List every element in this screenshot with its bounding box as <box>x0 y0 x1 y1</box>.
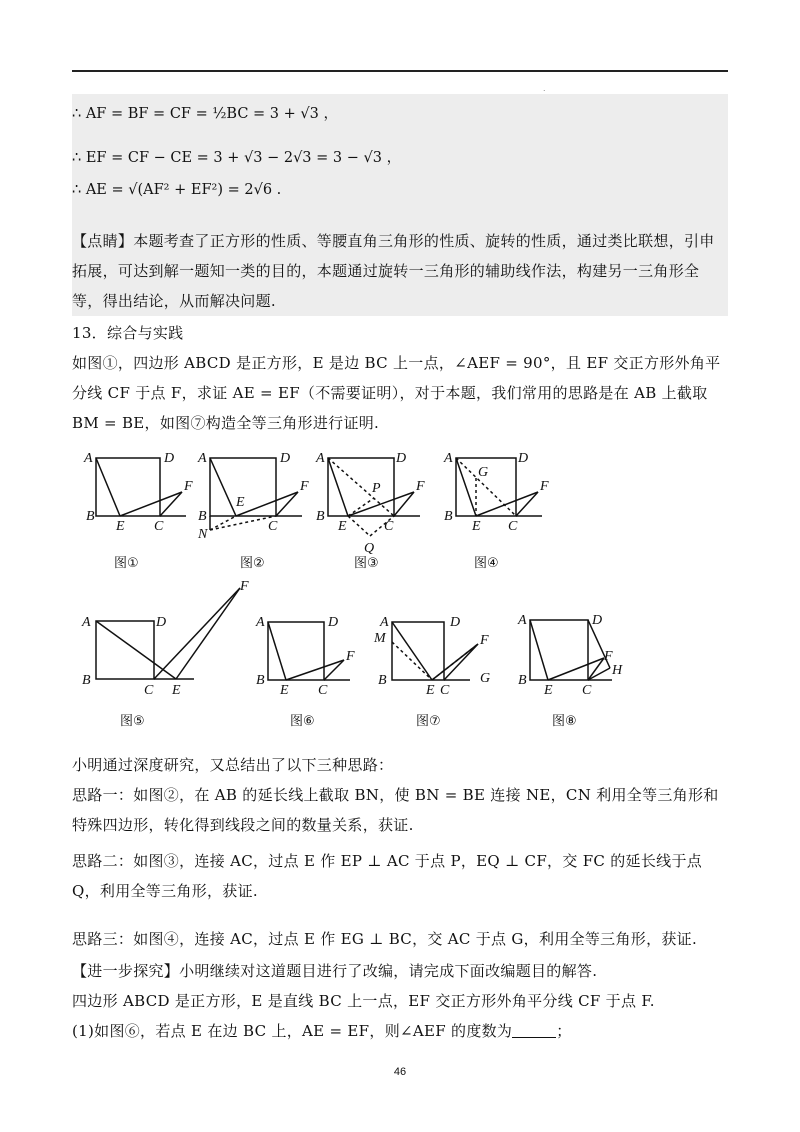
svg-text:E: E <box>426 683 435 698</box>
svg-text:A: A <box>256 615 265 630</box>
comment-paragraph: 【点睛】本题考查了正方形的性质、等腰直角三角形的性质、旋转的性质，通过类比联想，引申拓展，可达到解一题知一类的目的，本题通过旋转一三角形的辅助线作法，构建另一三角形全等，得出结论，从而解决问题. <box>72 232 715 310</box>
svg-text:G: G <box>480 671 491 686</box>
geometry-figures <box>0 440 800 750</box>
svg-text:E: E <box>280 683 289 698</box>
svg-text:A: A <box>82 615 91 630</box>
solution-line-3: ∴ AE = √(AF² + EF²) = 2√6 . <box>72 182 282 198</box>
figure-4-caption: 图④ <box>474 556 499 571</box>
svg-text:B: B <box>518 673 527 688</box>
svg-text:E: E <box>236 495 245 510</box>
svg-text:E: E <box>116 519 125 534</box>
svg-text:B: B <box>444 509 453 524</box>
svg-text:A: A <box>316 451 325 466</box>
figure-5-diagram <box>96 588 240 679</box>
svg-text:F: F <box>184 479 193 494</box>
answer-blank[interactable] <box>512 1023 556 1038</box>
svg-text:B: B <box>378 673 387 688</box>
solution-line-1: ∴ AF = BF = CF = ½BC = 3 + √3 ， <box>72 106 338 122</box>
svg-text:C: C <box>318 683 328 698</box>
problem-intro: 如图①，四边形 ABCD 是正方形，E 是边 BC 上一点，∠AEF = 90°，且 EF 交正方形外角平分线 CF 于点 F，求证 AE = EF（不需要证明），对于本题，我们常用的思路是在 AB 上截取 BM = BE，如图⑦构造全等三角形进行证明. <box>72 354 721 432</box>
figure-8-caption: 图⑧ <box>552 714 577 729</box>
question-1-text: (1)如图⑥，若点 E 在边 BC 上，AE = EF，则∠AEF 的度数为 <box>72 1022 513 1040</box>
svg-text:F: F <box>346 649 355 664</box>
figure-5-caption: 图⑤ <box>120 714 145 729</box>
svg-text:D: D <box>280 451 291 466</box>
idea-1: 思路一：如图②，在 AB 的延长线上截取 BN，使 BN = BE 连接 NE，CN 利用全等三角形和特殊四边形，转化得到线段之间的数量关系，获证. <box>72 786 719 834</box>
figure-8-diagram <box>530 620 612 680</box>
svg-text:B: B <box>198 509 207 524</box>
svg-text:C: C <box>582 683 592 698</box>
svg-text:A: A <box>518 613 527 628</box>
svg-text:E: E <box>172 683 181 698</box>
svg-text:B: B <box>86 509 95 524</box>
svg-text:F: F <box>240 579 249 594</box>
svg-text:D: D <box>156 615 167 630</box>
svg-text:E: E <box>472 519 481 534</box>
header-mark: . <box>543 83 546 93</box>
figure-4-diagram <box>456 458 542 516</box>
figure-7-diagram <box>392 622 478 680</box>
svg-text:N: N <box>198 527 208 542</box>
svg-text:D: D <box>450 615 461 630</box>
question-1-end: ； <box>556 1022 572 1040</box>
svg-text:C: C <box>154 519 164 534</box>
page-number: 46 <box>393 1066 407 1078</box>
idea-3: 思路三：如图④，连接 AC，过点 E 作 EG ⊥ BC，交 AC 于点 G，利用全等三角形，获证. <box>72 930 698 948</box>
summary-line: 小明通过深度研究，又总结出了以下三种思路： <box>72 756 394 774</box>
svg-text:F: F <box>480 633 489 648</box>
svg-text:G: G <box>478 465 489 480</box>
header-rule <box>72 70 728 72</box>
svg-text:B: B <box>256 673 265 688</box>
idea-2: 思路二：如图③，连接 AC，过点 E 作 EP ⊥ AC 于点 P，EQ ⊥ CF，交 FC 的延长线于点 Q，利用全等三角形，获证. <box>72 852 703 900</box>
svg-text:D: D <box>592 613 603 628</box>
svg-text:E: E <box>544 683 553 698</box>
svg-text:D: D <box>396 451 407 466</box>
svg-text:F: F <box>300 479 309 494</box>
svg-text:B: B <box>82 673 91 688</box>
svg-text:P: P <box>372 481 381 496</box>
svg-text:C: C <box>440 683 450 698</box>
svg-text:C: C <box>268 519 278 534</box>
svg-text:E: E <box>338 519 347 534</box>
figure-1-diagram <box>96 458 186 516</box>
svg-text:B: B <box>316 509 325 524</box>
solution-line-2: ∴ EF = CF − CE = 3 + √3 − 2√3 = 3 − √3 ， <box>72 150 402 166</box>
svg-text:C: C <box>508 519 518 534</box>
svg-text:A: A <box>198 451 207 466</box>
figure-6-caption: 图⑥ <box>290 714 315 729</box>
svg-text:D: D <box>164 451 175 466</box>
svg-text:C: C <box>144 683 154 698</box>
svg-text:A: A <box>380 615 389 630</box>
question-1 <box>72 1016 728 1046</box>
problem-number: 13．综合与实践 <box>72 324 184 342</box>
svg-text:D: D <box>518 451 529 466</box>
further-exploration: 【进一步探究】小明继续对这道题目进行了改编，请完成下面改编题目的解答. <box>72 962 598 980</box>
svg-text:C: C <box>384 519 394 534</box>
figure-2-diagram <box>210 458 302 530</box>
figure-3-caption: 图③ <box>354 556 379 571</box>
svg-text:F: F <box>540 479 549 494</box>
figure-7-caption: 图⑦ <box>416 714 441 729</box>
svg-text:M: M <box>374 631 386 646</box>
figure-2-caption: 图② <box>240 556 265 571</box>
svg-text:Q: Q <box>364 541 375 556</box>
svg-text:A: A <box>84 451 93 466</box>
figure-6-diagram <box>268 622 350 680</box>
svg-text:F: F <box>604 649 613 664</box>
svg-text:D: D <box>328 615 339 630</box>
svg-text:F: F <box>416 479 425 494</box>
svg-text:A: A <box>444 451 453 466</box>
svg-text:H: H <box>612 663 623 678</box>
figure-1-caption: 图① <box>114 556 139 571</box>
restated-problem: 四边形 ABCD 是正方形，E 是直线 BC 上一点，EF 交正方形外角平分线 CF 于点 F. <box>72 992 655 1010</box>
